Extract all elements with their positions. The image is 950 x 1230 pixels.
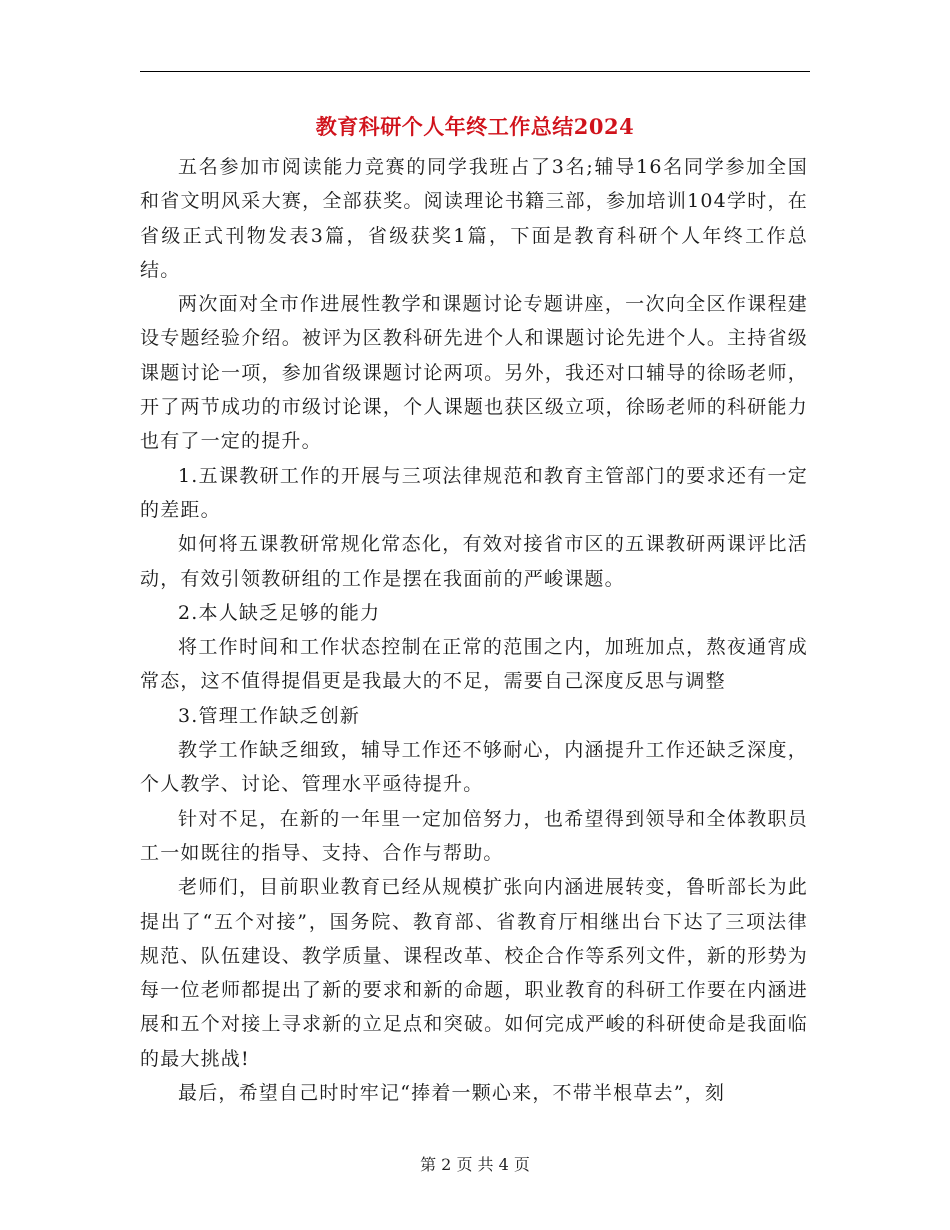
- paragraph: 如何将五课教研常规化常态化，有效对接省市区的五课教研两课评比活动，有效引领教研组的工作是摆在我面前的严峻课题。: [140, 533, 808, 590]
- paragraph: 老师们，目前职业教育已经从规模扩张向内涵进展转变，鲁昕部长为此提出了“五个对接”，国务院、教育部、省教育厅相继出台下达了三项法律规范、队伍建设、教学质量、课程改革、校企合作等系列文件，新的形势为每一位老师都提出了新的要求和新的命题，职业教育的科研工作要在内涵进展和五个对接上寻求新的立足点和突破。如何完成严峻的科研使命是我面临的最大挑战!: [140, 876, 808, 1070]
- document-body: [140, 150, 808, 1110]
- paragraph: 五名参加市阅读能力竞赛的同学我班占了3名;辅导16名同学参加全国和省文明风采大赛，全部获奖。阅读理论书籍三部，参加培训104学时，在省级正式刊物发表3篇，省级获奖1篇，下面是教育科研个人年终工作总结。: [140, 156, 808, 281]
- page-number-label: 第 2 页 共 4 页: [420, 1155, 530, 1174]
- paragraph: 两次面对全市作进展性教学和课题讨论专题讲座，一次向全区作课程建设专题经验介绍。被评为区教科研先进个人和课题讨论先进个人。主持省级课题讨论一项，参加省级课题讨论两项。另外，我还对口辅导的徐旸老师，开了两节成功的市级讨论课，个人课题也获区级立项，徐旸老师的科研能力也有了一定的提升。: [140, 293, 808, 453]
- paragraph: 针对不足，在新的一年里一定加倍努力，也希望得到领导和全体教职员工一如既往的指导、支持、合作与帮助。: [140, 807, 808, 864]
- document-title: 教育科研个人年终工作总结2024: [315, 114, 635, 139]
- paragraph: 将工作时间和工作状态控制在正常的范围之内，加班加点，熬夜通宵成常态，这不值得提倡更是我最大的不足，需要自己深度反思与调整: [140, 636, 808, 693]
- paragraph: 1.五课教研工作的开展与三项法律规范和教育主管部门的要求还有一定的差距。: [140, 464, 808, 521]
- paragraph: 教学工作缺乏细致，辅导工作还不够耐心，内涵提升工作还缺乏深度，个人教学、讨论、管理水平亟待提升。: [140, 739, 808, 796]
- paragraph: 2.本人缺乏足够的能力: [178, 601, 381, 624]
- header-rule: [140, 71, 810, 72]
- paragraph: 3.管理工作缺乏创新: [178, 704, 361, 727]
- paragraph: 最后，希望自己时时牢记“捧着一颗心来，不带半根草去”，刻: [178, 1082, 726, 1105]
- page-footer: [0, 1154, 950, 1176]
